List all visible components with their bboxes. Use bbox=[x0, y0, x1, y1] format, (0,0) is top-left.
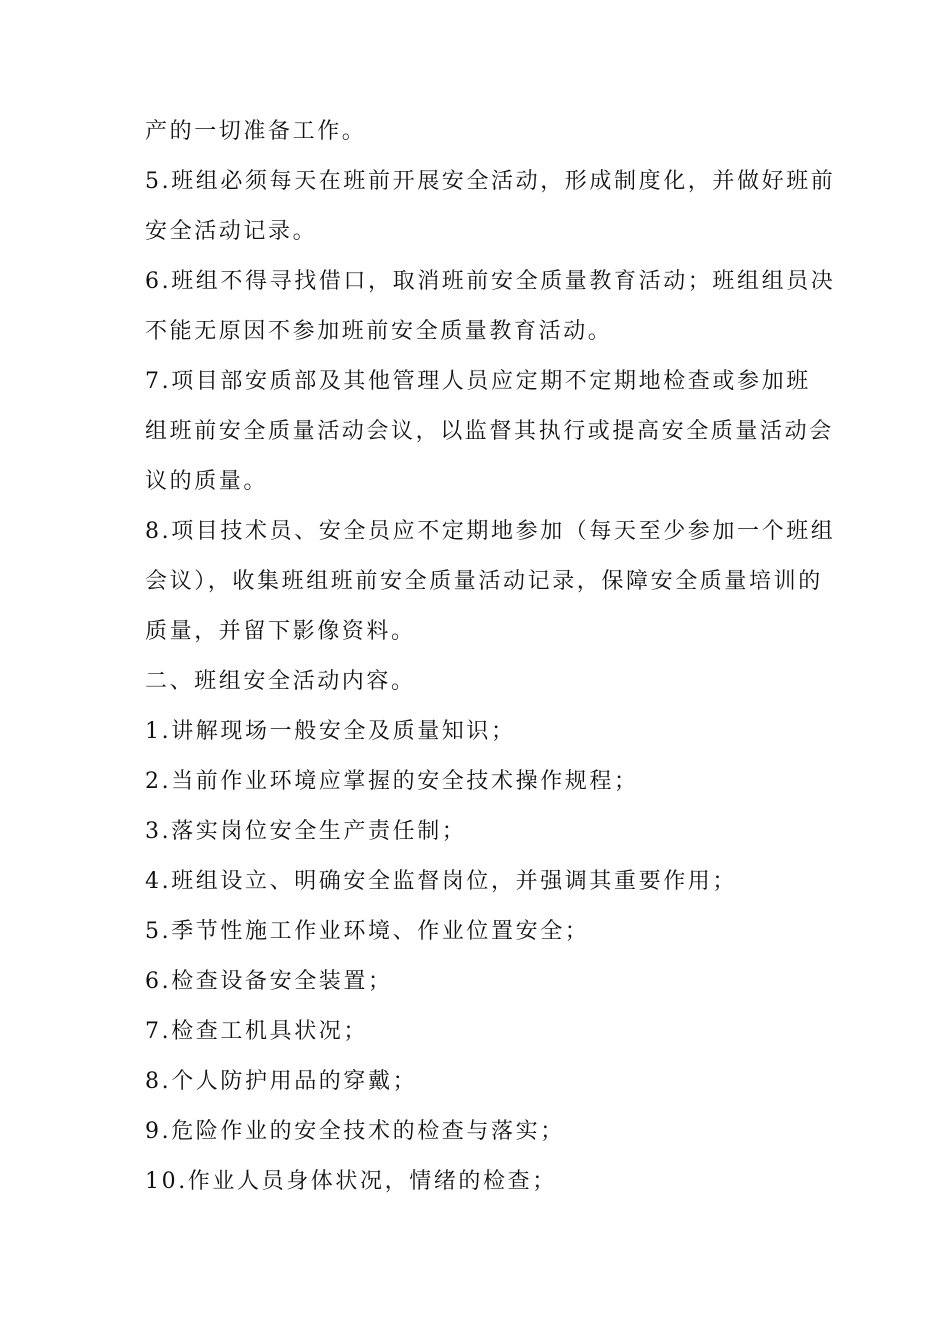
list-item: 2.当前作业环境应掌握的安全技术操作规程； bbox=[145, 769, 639, 794]
text-line: 安全活动记录。 bbox=[145, 219, 318, 244]
list-item: 4.班组设立、明确安全监督岗位，并强调其重要作用； bbox=[145, 869, 737, 894]
section-heading: 二、班组安全活动内容。 bbox=[145, 669, 416, 694]
text-line: 不能无原因不参加班前安全质量教育活动。 bbox=[145, 319, 613, 344]
text-line: 6.班组不得寻找借口，取消班前安全质量教育活动；班组组员决 bbox=[145, 269, 836, 294]
list-item: 7.检查工机具状况； bbox=[145, 1019, 368, 1044]
document-body bbox=[145, 107, 836, 1207]
text-line: 产的一切准备工作。 bbox=[145, 119, 367, 144]
list-item: 5.季节性施工作业环境、作业位置安全； bbox=[145, 919, 590, 944]
list-item: 8.个人防护用品的穿戴； bbox=[145, 1069, 418, 1094]
text-line: 8.项目技术员、安全员应不定期地参加（每天至少参加一个班组 bbox=[145, 519, 836, 544]
text-line: 议的质量。 bbox=[145, 469, 269, 494]
list-item: 6.检查设备安全装置； bbox=[145, 969, 393, 994]
text-line: 组班前安全质量活动会议，以监督其执行或提高安全质量活动会 bbox=[145, 419, 834, 444]
list-item: 10.作业人员身体状况，情绪的检查； bbox=[145, 1169, 557, 1194]
list-item: 3.落实岗位安全生产责任制； bbox=[145, 819, 467, 844]
text-line: 质量，并留下影像资料。 bbox=[145, 619, 416, 644]
list-item: 9.危险作业的安全技术的检查与落实； bbox=[145, 1119, 565, 1144]
text-line: 会议），收集班组班前安全质量活动记录，保障安全质量培训的 bbox=[145, 569, 823, 594]
text-line: 5.班组必须每天在班前开展安全活动，形成制度化，并做好班前 bbox=[145, 169, 836, 194]
text-line: 7.项目部安质部及其他管理人员应定期不定期地检查或参加班 bbox=[145, 369, 811, 394]
list-item: 1.讲解现场一般安全及质量知识； bbox=[145, 719, 516, 744]
